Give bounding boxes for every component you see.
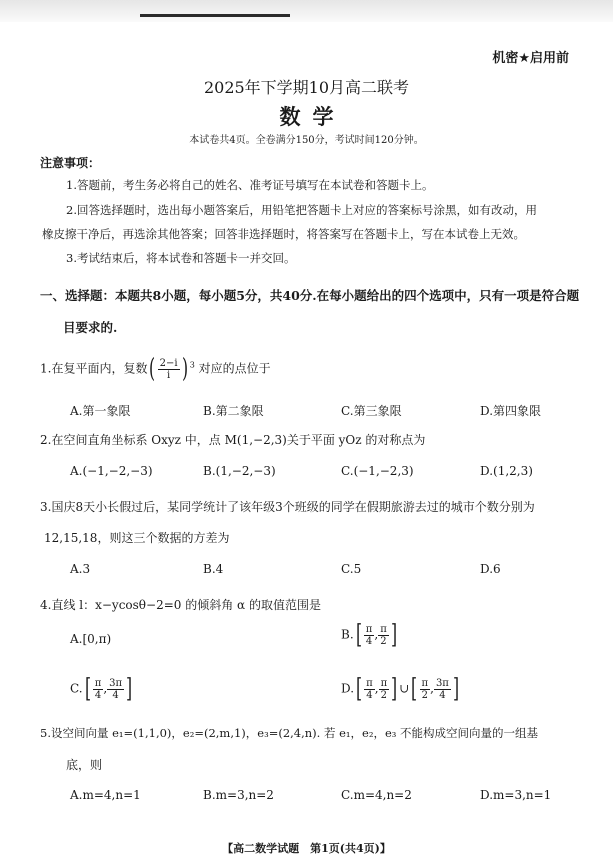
fraction-numerator: 3π [109, 677, 123, 689]
option-c: C.m=4,n=2 [341, 788, 412, 802]
question-4: 4.直线 l：x−ycosθ−2=0 的倾斜角 α 的取值范围是 [40, 598, 321, 612]
option-a: A.3 [70, 562, 91, 576]
exam-info: 本试卷共4页。全卷满分150分，考试时间120分钟。 [189, 135, 424, 146]
option-c: C.第三象限 [341, 404, 402, 418]
fraction-numerator: π [421, 677, 429, 689]
fraction-numerator: π [365, 623, 373, 635]
note-item: 橡皮擦干净后，再选涂其他答案；回答非选择题时，将答案写在答题卡上，写在本试卷上无效。 [42, 227, 525, 241]
bracket-left: [ [356, 674, 363, 704]
fraction [379, 678, 390, 701]
option-c: C.5 [341, 562, 362, 576]
question-1 [40, 356, 271, 382]
option-b: B.(1,−2,−3) [203, 464, 276, 478]
fraction [107, 678, 124, 701]
bracket-right: ] [391, 674, 398, 704]
option-label: B. [341, 627, 354, 642]
bracket-right: ] [126, 674, 133, 704]
fraction-numerator: π [380, 623, 387, 635]
note-item: 1.答题前，考生务必将自己的姓名、准考证号填写在本试卷和答题卡上。 [66, 178, 434, 192]
fraction-numerator: 3π [435, 677, 449, 689]
fraction [364, 678, 375, 701]
q1-fraction [158, 358, 180, 381]
fraction-denominator: 2 [421, 689, 428, 701]
fraction-denominator: 4 [94, 689, 102, 701]
fraction-denominator: 4 [439, 689, 446, 701]
fraction-numerator: π [366, 677, 373, 689]
option-d: D.第四象限 [480, 404, 542, 418]
q1-stem-end: 对应的点位于 [198, 361, 271, 376]
notes-heading: 注意事项： [40, 156, 101, 170]
paren-right: ) [181, 354, 188, 384]
fraction-denominator: i [166, 369, 171, 381]
fraction-denominator: 4 [112, 689, 119, 701]
option-d: D.(1,2,3) [480, 464, 533, 478]
page-footer: 【高二数学试题 第1页(共4页)】 [222, 842, 391, 855]
option-a: A.m=4,n=1 [70, 788, 141, 802]
bracket-left: [ [411, 674, 418, 704]
fraction [420, 678, 431, 701]
option-d: D.m=3,n=1 [480, 788, 552, 802]
question-2: 2.在空间直角坐标系 Oxyz 中，点 M(1,−2,3)关于平面 yOz 的对称点为 [40, 433, 426, 447]
fraction-numerator: 2−i [159, 357, 178, 369]
fraction-numerator: π [380, 677, 388, 689]
question-3: 3.国庆8天小长假过后，某同学统计了该年级3个班级的同学在假期旅游去过的城市个数分别为 [40, 500, 535, 514]
fraction-denominator: 4 [365, 635, 373, 647]
fraction [364, 624, 375, 647]
fraction-denominator: 4 [366, 689, 373, 701]
fraction-numerator: π [94, 677, 102, 689]
note-item: 3.考试结束后，将本试卷和答题卡一并交回。 [66, 251, 296, 265]
binding-mark [140, 14, 290, 17]
note-item: 2.回答选择题时，选出每小题答案后，用铅笔把答题卡上对应的答案标号涂黑，如有改动，用 [66, 203, 537, 217]
option-label: C. [70, 681, 83, 696]
fraction [434, 678, 451, 701]
paren-left: ( [149, 354, 156, 384]
fraction [93, 678, 104, 701]
fraction-denominator: 2 [380, 635, 387, 647]
fraction-denominator: 2 [380, 689, 388, 701]
bracket-right: ] [390, 620, 397, 650]
option-label: D. [341, 681, 355, 696]
comma: , [374, 627, 379, 642]
subject-title: 数学 [279, 105, 346, 129]
q1-stem: 1.在复平面内，复数 [40, 361, 148, 376]
option-a: A.第一象限 [70, 404, 131, 418]
option-b: B.第二象限 [203, 404, 264, 418]
comma: , [103, 681, 108, 696]
option-a: A.(−1,−2,−3) [70, 464, 153, 478]
section-heading: 一、选择题：本题共8小题，每小题5分，共40分.在每小题给出的四个选项中，只有一项是符合题 [40, 288, 580, 303]
option-d [341, 676, 461, 702]
option-b: B.4 [203, 562, 224, 576]
option-c [70, 676, 134, 702]
fraction [378, 624, 389, 647]
bracket-left: [ [84, 674, 91, 704]
option-c: C.(−1,−2,3) [341, 464, 414, 478]
exam-title: 2025年下学期10月高二联考 [203, 78, 410, 97]
option-d: D.6 [480, 562, 501, 576]
comma: , [430, 681, 434, 696]
top-edge [0, 0, 613, 22]
question-3-cont: 12,15,18，则这三个数据的方差为 [44, 531, 230, 545]
question-5: 5.设空间向量 e₁=(1,1,0)，e₂=(2,m,1)，e₃=(2,4,n). 若 e₁，e₂，e₃ 不能构成空间向量的一组基 [40, 726, 539, 740]
option-a: A.[0,π) [70, 632, 112, 646]
exponent: 3 [189, 360, 195, 370]
comma: , [374, 681, 379, 696]
confidential-label: 机密★启用前 [492, 51, 569, 66]
bracket-right: ] [452, 674, 459, 704]
option-b [341, 622, 399, 648]
bracket-left: [ [355, 620, 362, 650]
union-symbol: ∪ [399, 681, 410, 696]
section-heading-cont: 目要求的. [63, 320, 118, 335]
question-5-cont: 底，则 [66, 758, 103, 772]
option-b: B.m=3,n=2 [203, 788, 274, 802]
